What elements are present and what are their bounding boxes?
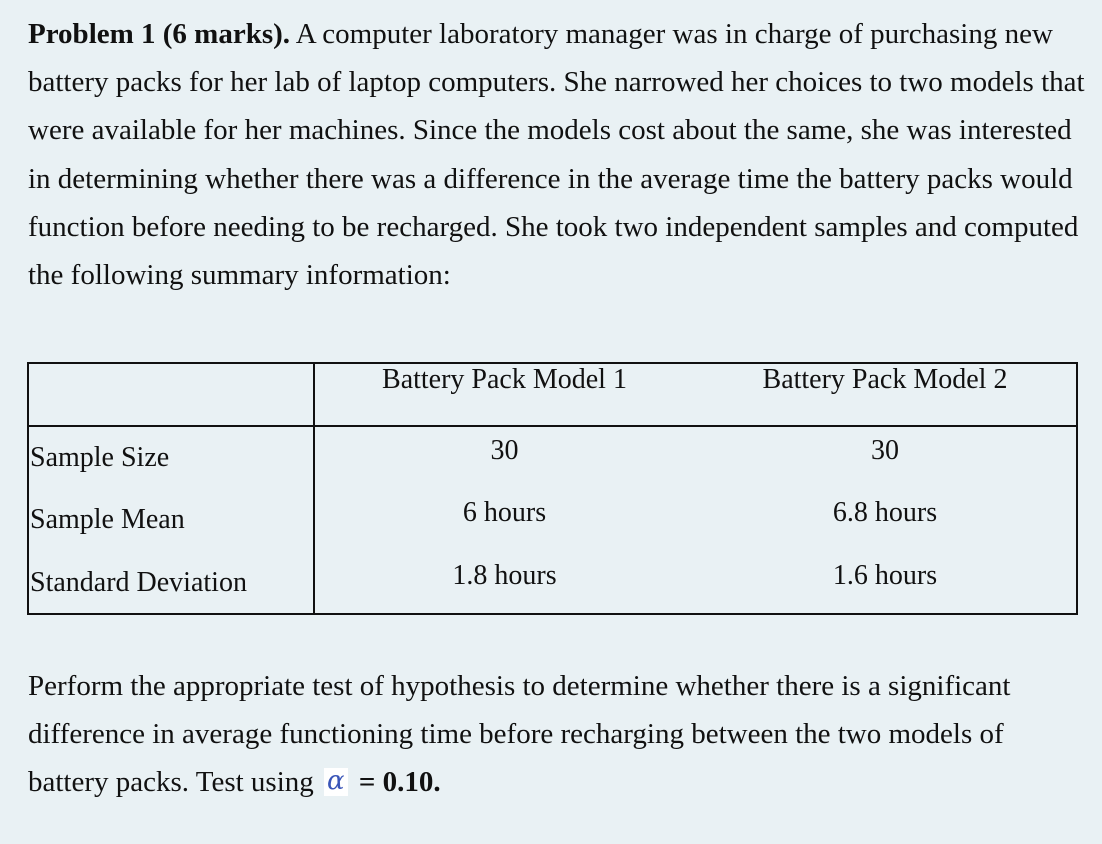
alpha-symbol: α [324,768,348,796]
header-model-2: Battery Pack Model 2 [694,363,1077,426]
problem-heading: Problem 1 (6 marks). [28,18,291,50]
problem-statement [28,10,1088,299]
header-empty-cell [28,363,314,426]
cell-model-1-sample-mean: 6 hours [462,497,547,528]
summary-table [27,362,1078,615]
cell-model-2-sample-mean: 6.8 hours [694,489,1077,552]
cell-model-2-sample-size: 30 [694,426,1077,489]
row-label-sample-mean: Sample Mean [28,489,314,552]
table-row [28,489,1077,552]
question-statement [28,662,1088,807]
table-row [28,552,1077,614]
cell-model-2-standard-deviation: 1.6 hours [694,552,1077,614]
problem-text: A computer laboratory manager was in charge of purchasing new battery packs for her lab of laptop computers. She narrowed her choices to two models that were available for her machines. Since the models cost about the same, she was interested in determining whether there was a difference in the average time the battery packs would function before needing to be recharged. She took two independent samples and computed the following summary information: [28,18,1085,292]
cell-model-1-sample-size: 30 [490,435,519,466]
alpha-value: = 0.10. [351,766,441,799]
table-row [28,426,1077,489]
header-model-1: Battery Pack Model 1 [314,363,694,426]
cell-model-1-standard-deviation: 1.8 hours [314,552,694,614]
row-label-standard-deviation: Standard Deviation [28,552,314,614]
table-header-row [28,363,1077,426]
row-label-sample-size: Sample Size [28,426,314,489]
question-text: Perform the appropriate test of hypothesis to determine whether there is a significant difference in average functioning time before recharging between the two models of battery packs. Test using [28,670,1011,799]
